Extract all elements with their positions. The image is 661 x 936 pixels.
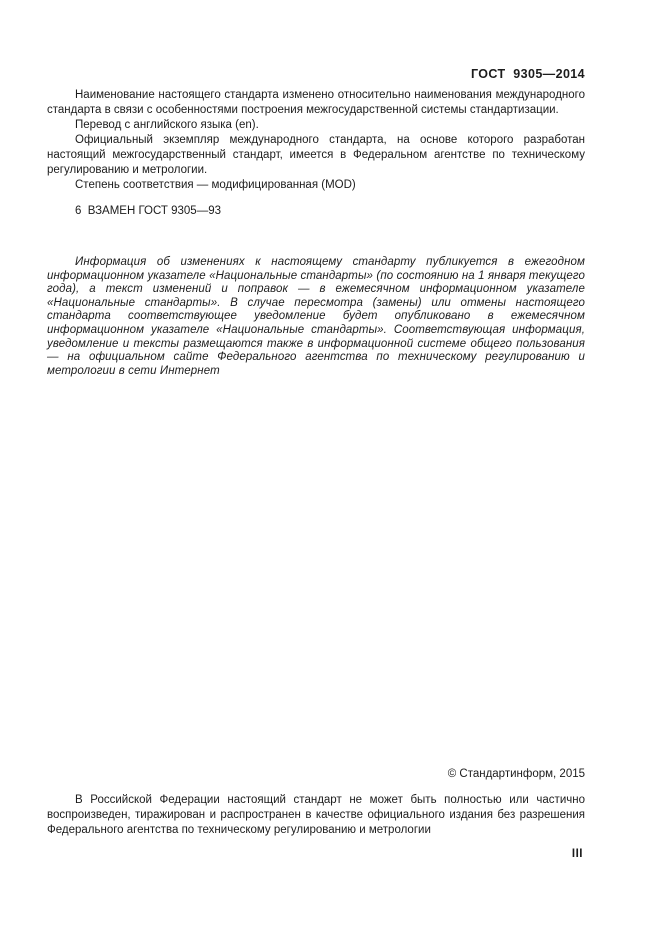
reproduction-restriction: В Российской Федерации настоящий стандарт не может быть полностью или частично воспроизведен, тиражирован и распространен в качестве официального издания без разрешения Федерального агентства по техническому регулированию и метрологии [47,794,585,836]
document-code-header: ГОСТ 9305—2014 [470,67,585,81]
foreword-paragraph-conformity-degree: Степень соответствия — модифицированная (MOD) [75,179,356,191]
foreword-item-6-replacement: 6 ВЗАМЕН ГОСТ 9305—93 [75,205,221,217]
foreword-paragraph-name-change: Наименование настоящего стандарта изменено относительно наименования международного стандарта в связи с особенностями построения межгосударственной системы стандартизации. [47,89,585,116]
foreword-paragraph-official-copy: Официальный экземпляр международного стандарта, на основе которого разработан настоящий межгосударственный стандарт, имеется в Федеральном агентстве по техническому регулированию и метрологии. [47,134,585,176]
publication-notice: Информация об изменениях к настоящему стандарту публикуется в ежегодном информационном указателе «Национальные стандарты» (по состоянию на 1 января текущего года), а текст изменений и поправок — в ежемесячном информационном указателе «Национальные стандарты». В случае пересмотра (замены) или отмены настоящего стандарта соответствующее уведомление будет опубликовано в ежемесячном информационном указателе «Национальные стандарты». Соответствующая информация, уведомление и тексты размещаются также в информационной системе общего пользования — на официальном сайте Федерального агентства по техническому регулированию и метрологии в сети Интернет [47,256,585,377]
foreword-paragraph-translation: Перевод с английского языка (en). [75,119,259,131]
page-number: III [571,848,583,860]
foreword-body [47,88,585,219]
copyright-line: © Стандартинформ, 2015 [447,768,585,780]
